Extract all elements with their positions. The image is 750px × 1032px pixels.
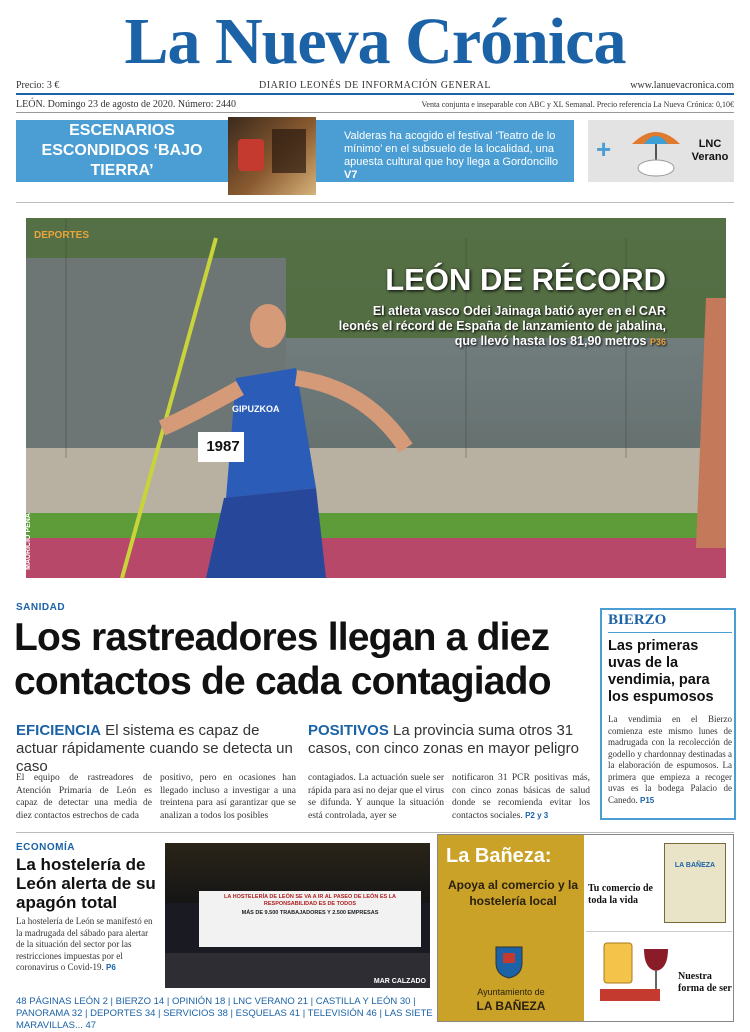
lead-1: EFICIENCIA El sistema es capaz de actuar rápidamente cuando se detecta un caso xyxy=(16,722,293,775)
promo-left-text: Valderas ha acogido el festival ‘Teatro de lo mínimo’ en el subsuelo de la localidad, una apuesta cultural que hoy llega a Gordoncillo V7 xyxy=(344,130,559,181)
promo-left-title: ESCENARIOS ESCONDIDOS ‘BAJO TIERRA’ xyxy=(41,122,203,179)
ad-ayto: Ayuntamiento de xyxy=(477,987,545,997)
shirt-text: GIPUZKOA xyxy=(232,404,280,414)
economy-body: La hostelería de León se manifestó en la madrugada del sábado para alertar de la situación del sector por las restricciones impuestas por el coronavirus o Covid-19. P6 xyxy=(16,916,153,972)
la-baneza-ad[interactable] xyxy=(437,834,734,1022)
shopping-bag-icon xyxy=(664,843,726,923)
bierzo-page-ref: P15 xyxy=(640,795,655,805)
drinks-icon xyxy=(598,935,678,1005)
dateline: LEÓN. Domingo 23 de agosto de 2020. Número: 2440 xyxy=(16,99,236,110)
price: Precio: 3 € xyxy=(16,80,60,91)
main-kicker: SANIDAD xyxy=(16,602,66,613)
ad-title: La Bañeza: xyxy=(446,845,552,867)
newspaper-title: La Nueva Crónica xyxy=(124,5,626,78)
divider xyxy=(16,202,734,203)
photo-page-ref: P36 xyxy=(649,337,666,347)
lnc-verano-label: LNC Verano xyxy=(691,138,729,163)
promo-left-text-box xyxy=(316,120,574,182)
divider xyxy=(16,112,734,113)
main-page-ref: P2 y 3 xyxy=(525,810,549,820)
bierzo-headline: Las primeras uvas de la vendimia, para los espumosos xyxy=(608,638,714,705)
protest-photo-credit: MAR CALZADO xyxy=(373,978,426,985)
promo-right-box[interactable] xyxy=(588,120,734,182)
bierzo-rule xyxy=(608,632,732,633)
economy-kicker: ECONOMÍA xyxy=(16,842,75,853)
economy-headline[interactable]: La hostelería de León alerta de su apagón total xyxy=(16,855,156,912)
divider xyxy=(16,832,734,833)
masthead-rule xyxy=(16,93,734,95)
lead-1-label: EFICIENCIA xyxy=(16,722,102,739)
plus-icon: + xyxy=(596,134,612,164)
joint-sale-note: Venta conjunta e inseparable con ABC y XL Semanal. Precio referencia La Nueva Crónica: 0,10€ xyxy=(421,100,734,109)
page-index: 48 PÁGINAS LEÓN 2 | BIERZO 14 | OPINIÓN 18 | LNC VERANO 21 | CASTILLA Y LEÓN 30 | PANORAMA 32 | DEPORTES 34 | SERVICIOS 38 | ESQUELAS 41 | TELEVISIÓN 46 | LAS SIETE MARAVILLAS... 47 xyxy=(16,996,433,1031)
main-headline[interactable]: Los rastreadores llegan a diez contactos de cada contagiado xyxy=(14,616,551,703)
photo-caption: El atleta vasco Odei Jainaga batió ayer en el CAR leonés el récord de España de lanzamiento de jabalina, que llevó hasta los 81,90 metros P36 xyxy=(338,304,666,348)
promo-left-box[interactable] xyxy=(16,120,228,182)
umbrella-icon xyxy=(628,126,684,178)
lead-2-label: POSITIVOS xyxy=(308,722,389,739)
masthead xyxy=(0,6,750,78)
economy-page-ref: P6 xyxy=(106,963,116,972)
protest-banner xyxy=(199,891,421,947)
photo-headline: LEÓN DE RÉCORD xyxy=(385,262,666,297)
sports-photo xyxy=(26,218,726,578)
main-column-1: El equipo de rastreadores de Atención Primaria de León es capaz de detectar una media de diez contactos estrechos de cada xyxy=(16,773,152,821)
protest-banner-line-1: LA HOSTELERÍA DE LEÓN SE VA A IR AL PASEO DE LEÓN ES LA RESPONSABILIDAD ES DE TODOS xyxy=(223,894,397,907)
main-column-3: contagiados. La actuación suele ser rápida para así no dejar que el virus se difunda. Y aunque la situación está controlada, ayer se xyxy=(308,773,444,821)
coat-of-arms-icon xyxy=(494,943,524,979)
promo-photo xyxy=(228,117,316,195)
tagline: DIARIO LEONÉS DE INFORMACIÓN GENERAL xyxy=(259,80,491,91)
bib-number: 1987 xyxy=(206,438,240,455)
website-link[interactable]: www.lanuevacronica.com xyxy=(630,80,734,91)
bierzo-box[interactable] xyxy=(600,608,736,820)
section-tag: DEPORTES xyxy=(34,230,90,241)
ad-subtitle: Apoya al comercio y la hostelería local xyxy=(447,878,579,908)
main-column-2: positivo, pero en ocasiones han llegado incluso a investigar a una treintena para así garantizar que se analizan a todos los posibles xyxy=(160,773,296,821)
photo-credit: MAURICIO PEÑA xyxy=(24,513,32,570)
bierzo-kicker: BIERZO xyxy=(608,612,667,628)
bierzo-body: La vendimia en el Bierzo comienza este mismo lunes de madrugada con la recolección de godello y chardonnay destinadas a la elaboración de espumosos. La primera que empieza a recoger uvas es la bodega Palacio de Canedo. P15 xyxy=(608,714,732,805)
lead-2: POSITIVOS La provincia suma otros 31 casos, con cinco zonas en mayor peligro xyxy=(308,722,579,757)
ad-slogan-1: Tu comercio de toda la vida xyxy=(588,883,653,906)
bag-label: LA BAÑEZA xyxy=(674,862,716,869)
ad-slogan-2: Nuestra forma de ser xyxy=(678,971,732,994)
protest-banner-line-2: MÁS DE 9.500 TRABAJADORES Y 2.500 EMPRESAS xyxy=(241,910,379,916)
ad-town: LA BAÑEZA xyxy=(476,999,546,1013)
main-column-4: notificaron 31 PCR positivas más, con cinco zonas básicas de salud donde se recomienda evitar los contactos sociales. P2 y 3 xyxy=(452,773,590,821)
protest-photo xyxy=(165,843,430,988)
divider xyxy=(586,931,732,932)
promo-page-ref: V7 xyxy=(344,169,358,181)
